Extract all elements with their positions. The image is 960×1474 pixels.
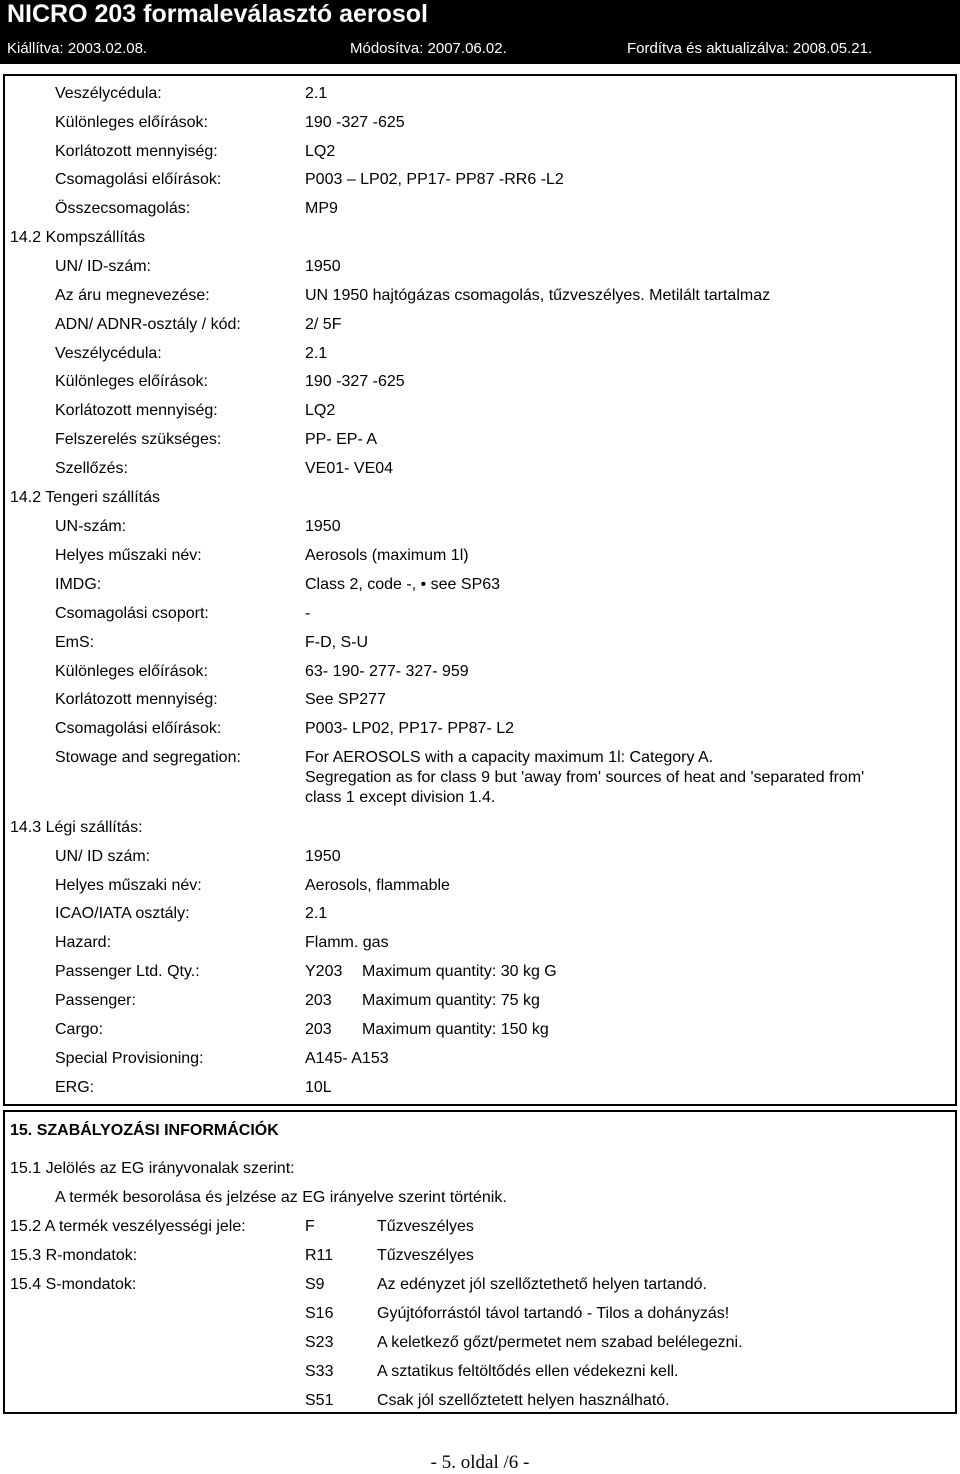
field-value: 203 [305, 1021, 332, 1038]
field-label: Korlátozott mennyiség: [55, 691, 218, 708]
field-label: Csomagolási csoport: [55, 605, 209, 622]
field-value: 2.1 [305, 85, 328, 102]
field-value: F-D, S-U [305, 634, 369, 651]
field-label: Felszerelés szükséges: [55, 431, 222, 448]
field-value: UN 1950 hajtógázas csomagolás, tűzveszélyes. Metilált tartalmaz [305, 287, 771, 304]
field-label: Csomagolási előírások: [55, 171, 222, 188]
field-value: - [305, 605, 311, 622]
page-number: - 5. oldal /6 - [430, 1452, 530, 1473]
field-label: EmS: [55, 634, 95, 651]
field-value: 2.1 [305, 905, 328, 922]
field-label: Stowage and segregation: [55, 749, 241, 766]
field-value-detail: Maximum quantity: 30 kg G [362, 963, 557, 980]
field-label: Passenger Ltd. Qty.: [55, 963, 200, 980]
field-value-line: For AEROSOLS with a capacity maximum 1l: Category A. [305, 749, 714, 766]
phrase-description: A sztatikus feltöltődés ellen védekezni kell. [377, 1363, 679, 1380]
field-value: P003 – LP02, PP17- PP87 -RR6 -L2 [305, 171, 564, 188]
field-label: Különleges előírások: [55, 114, 208, 131]
field-value: Y203 [305, 963, 343, 980]
field-value-line: Segregation as for class 9 but 'away from' sources of heat and 'separated from' [305, 769, 865, 786]
document-title: NICRO 203 formaleválasztó aerosol [7, 0, 428, 28]
field-label: Helyes műszaki név: [55, 877, 202, 894]
issued-date: Kiállítva: 2003.02.08. [7, 40, 148, 57]
field-value: Aerosols, flammable [305, 877, 450, 894]
phrase-code: S23 [305, 1334, 334, 1351]
field-label: Korlátozott mennyiség: [55, 402, 218, 419]
phrase-description: Tűzveszélyes [377, 1247, 474, 1264]
field-value: 10L [305, 1079, 332, 1096]
field-label: Veszélycédula: [55, 85, 162, 102]
field-label: Összecsomagolás: [55, 200, 191, 217]
field-value: P003- LP02, PP17- PP87- L2 [305, 720, 515, 737]
field-label: Szellőzés: [55, 460, 128, 477]
field-value: 2.1 [305, 345, 328, 362]
regulatory-label: 15.1 Jelölés az EG irányvonalak szerint: [10, 1160, 295, 1177]
field-value: See SP277 [305, 691, 386, 708]
field-label: ERG: [55, 1079, 95, 1096]
field-label: Az áru megnevezése: [55, 287, 210, 304]
field-value: A145- A153 [305, 1050, 389, 1067]
field-value: Aerosols (maximum 1l) [305, 547, 469, 564]
field-label: Hazard: [55, 934, 112, 951]
document-header [0, 0, 960, 64]
field-label: Különleges előírások: [55, 663, 208, 680]
phrase-code: S33 [305, 1363, 334, 1380]
field-label: Special Provisioning: [55, 1050, 204, 1067]
regulatory-label: 15.4 S-mondatok: [10, 1276, 137, 1293]
field-value: Class 2, code -, • see SP63 [305, 576, 501, 593]
phrase-code: S16 [305, 1305, 334, 1322]
section-heading: 14.3 Légi szállítás: [10, 819, 143, 836]
field-label: Cargo: [55, 1021, 104, 1038]
field-value: 1950 [305, 848, 341, 865]
field-value: MP9 [305, 200, 338, 217]
field-value: 2/ 5F [305, 316, 342, 333]
modified-date: Módosítva: 2007.06.02. [350, 40, 507, 57]
translated-date: Fordítva és aktualizálva: 2008.05.21. [627, 40, 873, 57]
field-value-detail: Maximum quantity: 75 kg [362, 992, 540, 1009]
field-label: UN/ ID szám: [55, 848, 151, 865]
regulatory-label: 15.2 A termék veszélyességi jele: [10, 1218, 246, 1235]
section-15-title: 15. SZABÁLYOZÁSI INFORMÁCIÓK [10, 1122, 279, 1139]
field-value: PP- EP- A [305, 431, 378, 448]
phrase-code: S9 [305, 1276, 325, 1293]
field-label: UN/ ID-szám: [55, 258, 151, 275]
regulatory-label: 15.3 R-mondatok: [10, 1247, 138, 1264]
phrase-description: A keletkező gőzt/permetet nem szabad belélegezni. [377, 1334, 743, 1351]
field-value: 1950 [305, 518, 341, 535]
field-label: Passenger: [55, 992, 136, 1009]
field-label: Korlátozott mennyiség: [55, 143, 218, 160]
field-value: 203 [305, 992, 332, 1009]
phrase-description: Tűzveszélyes [377, 1218, 474, 1235]
field-value: 190 -327 -625 [305, 114, 405, 131]
field-label: ADN/ ADNR-osztály / kód: [55, 316, 241, 333]
field-label: UN-szám: [55, 518, 127, 535]
field-label: Helyes műszaki név: [55, 547, 202, 564]
phrase-code: F [305, 1218, 315, 1235]
field-label: Veszélycédula: [55, 345, 162, 362]
phrase-description: Csak jól szellőztetett helyen használható. [377, 1392, 670, 1409]
field-label: Csomagolási előírások: [55, 720, 222, 737]
phrase-code: R11 [305, 1247, 334, 1264]
field-value: LQ2 [305, 402, 336, 419]
field-value: VE01- VE04 [305, 460, 394, 477]
phrase-code: S51 [305, 1392, 334, 1409]
field-label: ICAO/IATA osztály: [55, 905, 190, 922]
section-heading: 14.2 Tengeri szállítás [10, 489, 161, 506]
field-value: Flamm. gas [305, 934, 389, 951]
field-value: LQ2 [305, 143, 336, 160]
field-label: Különleges előírások: [55, 373, 208, 390]
field-value: 1950 [305, 258, 341, 275]
section-heading: 14.2 Kompszállítás [10, 229, 146, 246]
phrase-description: Az edényzet jól szellőztethető helyen tartandó. [377, 1276, 707, 1293]
regulatory-text: A termék besorolása és jelzése az EG irányelve szerint történik. [55, 1189, 507, 1206]
field-value: 63- 190- 277- 327- 959 [305, 663, 469, 680]
field-value-detail: Maximum quantity: 150 kg [362, 1021, 549, 1038]
field-label: IMDG: [55, 576, 102, 593]
phrase-description: Gyújtóforrástól távol tartandó - Tilos a dohányzás! [377, 1305, 730, 1322]
field-value-line: class 1 except division 1.4. [305, 789, 496, 806]
field-value: 190 -327 -625 [305, 373, 405, 390]
